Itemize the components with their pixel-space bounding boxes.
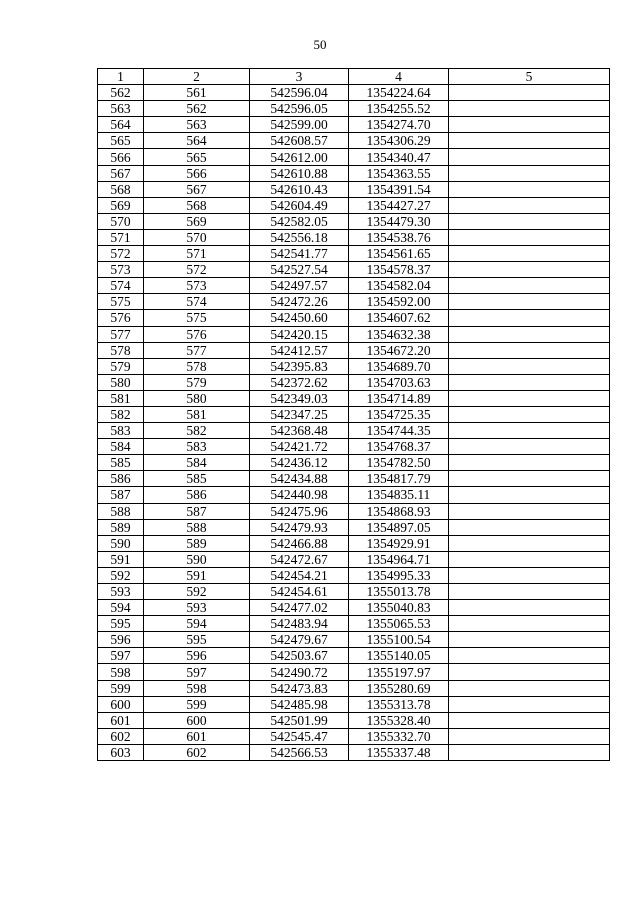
x-coordinate-cell: 542596.05 — [250, 101, 349, 117]
table-row — [98, 728, 610, 744]
table-row — [98, 101, 610, 117]
row-number-cell: 581 — [98, 390, 144, 406]
x-coordinate-cell: 542372.62 — [250, 374, 349, 390]
row-number-cell: 576 — [98, 310, 144, 326]
row-number-cell: 582 — [98, 406, 144, 422]
y-coordinate-cell: 1355100.54 — [349, 632, 449, 648]
note-cell — [449, 632, 610, 648]
point-number-cell: 573 — [144, 278, 250, 294]
point-number-cell: 595 — [144, 632, 250, 648]
x-coordinate-cell: 542604.49 — [250, 197, 349, 213]
table-row — [98, 310, 610, 326]
point-number-cell: 563 — [144, 117, 250, 133]
point-number-cell: 565 — [144, 149, 250, 165]
y-coordinate-cell: 1354561.65 — [349, 246, 449, 262]
x-coordinate-cell: 542436.12 — [250, 455, 349, 471]
note-cell — [449, 374, 610, 390]
point-number-cell: 574 — [144, 294, 250, 310]
x-coordinate-cell: 542503.67 — [250, 648, 349, 664]
x-coordinate-cell: 542347.25 — [250, 406, 349, 422]
note-cell — [449, 680, 610, 696]
y-coordinate-cell: 1354703.63 — [349, 374, 449, 390]
table-row — [98, 567, 610, 583]
note-cell — [449, 406, 610, 422]
point-number-cell: 581 — [144, 406, 250, 422]
point-number-cell: 593 — [144, 600, 250, 616]
x-coordinate-cell: 542599.00 — [250, 117, 349, 133]
row-number-cell: 596 — [98, 632, 144, 648]
point-number-cell: 575 — [144, 310, 250, 326]
note-cell — [449, 487, 610, 503]
x-coordinate-cell: 542472.67 — [250, 551, 349, 567]
note-cell — [449, 246, 610, 262]
row-number-cell: 574 — [98, 278, 144, 294]
point-number-cell: 591 — [144, 567, 250, 583]
y-coordinate-cell: 1354306.29 — [349, 133, 449, 149]
table-row — [98, 712, 610, 728]
x-coordinate-cell: 542608.57 — [250, 133, 349, 149]
point-number-cell: 600 — [144, 712, 250, 728]
y-coordinate-cell: 1355313.78 — [349, 696, 449, 712]
row-number-cell: 588 — [98, 503, 144, 519]
row-number-cell: 586 — [98, 471, 144, 487]
x-coordinate-cell: 542545.47 — [250, 728, 349, 744]
point-number-cell: 568 — [144, 197, 250, 213]
y-coordinate-cell: 1354995.33 — [349, 567, 449, 583]
row-number-cell: 570 — [98, 213, 144, 229]
x-coordinate-cell: 542612.00 — [250, 149, 349, 165]
column-header-4: 4 — [349, 69, 449, 85]
point-number-cell: 596 — [144, 648, 250, 664]
y-coordinate-cell: 1354538.76 — [349, 229, 449, 245]
point-number-cell: 601 — [144, 728, 250, 744]
table-row — [98, 326, 610, 342]
note-cell — [449, 519, 610, 535]
y-coordinate-cell: 1354835.11 — [349, 487, 449, 503]
point-number-cell: 569 — [144, 213, 250, 229]
y-coordinate-cell: 1354592.00 — [349, 294, 449, 310]
y-coordinate-cell: 1354224.64 — [349, 85, 449, 101]
table-row — [98, 648, 610, 664]
table-row — [98, 423, 610, 439]
row-number-cell: 585 — [98, 455, 144, 471]
table-body — [98, 85, 610, 761]
table-row — [98, 487, 610, 503]
row-number-cell: 577 — [98, 326, 144, 342]
x-coordinate-cell: 542412.57 — [250, 342, 349, 358]
point-number-cell: 567 — [144, 181, 250, 197]
table-row — [98, 229, 610, 245]
column-header-3: 3 — [250, 69, 349, 85]
table-row — [98, 165, 610, 181]
y-coordinate-cell: 1354714.89 — [349, 390, 449, 406]
point-number-cell: 588 — [144, 519, 250, 535]
note-cell — [449, 390, 610, 406]
row-number-cell: 591 — [98, 551, 144, 567]
y-coordinate-cell: 1354744.35 — [349, 423, 449, 439]
point-number-cell: 584 — [144, 455, 250, 471]
x-coordinate-cell: 542490.72 — [250, 664, 349, 680]
y-coordinate-cell: 1355197.97 — [349, 664, 449, 680]
note-cell — [449, 696, 610, 712]
x-coordinate-cell: 542479.67 — [250, 632, 349, 648]
note-cell — [449, 133, 610, 149]
note-cell — [449, 455, 610, 471]
table-row — [98, 600, 610, 616]
row-number-cell: 571 — [98, 229, 144, 245]
x-coordinate-cell: 542582.05 — [250, 213, 349, 229]
y-coordinate-cell: 1354391.54 — [349, 181, 449, 197]
note-cell — [449, 262, 610, 278]
note-cell — [449, 503, 610, 519]
y-coordinate-cell: 1355328.40 — [349, 712, 449, 728]
table-row — [98, 503, 610, 519]
point-number-cell: 561 — [144, 85, 250, 101]
table-row — [98, 744, 610, 760]
row-number-cell: 569 — [98, 197, 144, 213]
y-coordinate-cell: 1354672.20 — [349, 342, 449, 358]
point-number-cell: 562 — [144, 101, 250, 117]
row-number-cell: 599 — [98, 680, 144, 696]
table-row — [98, 632, 610, 648]
page-number: 50 — [313, 37, 327, 52]
y-coordinate-cell: 1354340.47 — [349, 149, 449, 165]
y-coordinate-cell: 1354689.70 — [349, 358, 449, 374]
x-coordinate-cell: 542395.83 — [250, 358, 349, 374]
table-row — [98, 680, 610, 696]
y-coordinate-cell: 1354607.62 — [349, 310, 449, 326]
note-cell — [449, 85, 610, 101]
table-row — [98, 85, 610, 101]
table-row — [98, 358, 610, 374]
row-number-cell: 563 — [98, 101, 144, 117]
column-header-2: 2 — [144, 69, 250, 85]
note-cell — [449, 358, 610, 374]
row-number-cell: 564 — [98, 117, 144, 133]
note-cell — [449, 423, 610, 439]
point-number-cell: 598 — [144, 680, 250, 696]
row-number-cell: 593 — [98, 584, 144, 600]
row-number-cell: 567 — [98, 165, 144, 181]
point-number-cell: 599 — [144, 696, 250, 712]
table-row — [98, 551, 610, 567]
note-cell — [449, 712, 610, 728]
note-cell — [449, 229, 610, 245]
y-coordinate-cell: 1354479.30 — [349, 213, 449, 229]
note-cell — [449, 471, 610, 487]
y-coordinate-cell: 1355040.83 — [349, 600, 449, 616]
table-header-row — [98, 69, 610, 85]
row-number-cell: 584 — [98, 439, 144, 455]
table-row — [98, 406, 610, 422]
y-coordinate-cell: 1354255.52 — [349, 101, 449, 117]
table-row — [98, 455, 610, 471]
y-coordinate-cell: 1354725.35 — [349, 406, 449, 422]
note-cell — [449, 326, 610, 342]
table-row — [98, 374, 610, 390]
table-row — [98, 342, 610, 358]
point-number-cell: 597 — [144, 664, 250, 680]
x-coordinate-cell: 542596.04 — [250, 85, 349, 101]
point-number-cell: 586 — [144, 487, 250, 503]
row-number-cell: 579 — [98, 358, 144, 374]
table-row — [98, 133, 610, 149]
row-number-cell: 580 — [98, 374, 144, 390]
y-coordinate-cell: 1354363.55 — [349, 165, 449, 181]
y-coordinate-cell: 1354964.71 — [349, 551, 449, 567]
coordinates-table — [97, 68, 610, 761]
x-coordinate-cell: 542610.43 — [250, 181, 349, 197]
point-number-cell: 587 — [144, 503, 250, 519]
row-number-cell: 590 — [98, 535, 144, 551]
row-number-cell: 594 — [98, 600, 144, 616]
table-row — [98, 278, 610, 294]
y-coordinate-cell: 1355013.78 — [349, 584, 449, 600]
point-number-cell: 585 — [144, 471, 250, 487]
note-cell — [449, 584, 610, 600]
y-coordinate-cell: 1355065.53 — [349, 616, 449, 632]
x-coordinate-cell: 542497.57 — [250, 278, 349, 294]
table-row — [98, 584, 610, 600]
row-number-cell: 589 — [98, 519, 144, 535]
row-number-cell: 595 — [98, 616, 144, 632]
y-coordinate-cell: 1354274.70 — [349, 117, 449, 133]
x-coordinate-cell: 542349.03 — [250, 390, 349, 406]
column-header-5: 5 — [449, 69, 610, 85]
x-coordinate-cell: 542454.21 — [250, 567, 349, 583]
table-row — [98, 664, 610, 680]
row-number-cell: 601 — [98, 712, 144, 728]
y-coordinate-cell: 1354578.37 — [349, 262, 449, 278]
y-coordinate-cell: 1354582.04 — [349, 278, 449, 294]
note-cell — [449, 310, 610, 326]
x-coordinate-cell: 542485.98 — [250, 696, 349, 712]
point-number-cell: 566 — [144, 165, 250, 181]
x-coordinate-cell: 542566.53 — [250, 744, 349, 760]
point-number-cell: 594 — [144, 616, 250, 632]
y-coordinate-cell: 1354897.05 — [349, 519, 449, 535]
x-coordinate-cell: 542420.15 — [250, 326, 349, 342]
x-coordinate-cell: 542501.99 — [250, 712, 349, 728]
note-cell — [449, 181, 610, 197]
point-number-cell: 570 — [144, 229, 250, 245]
row-number-cell: 603 — [98, 744, 144, 760]
table-row — [98, 471, 610, 487]
point-number-cell: 589 — [144, 535, 250, 551]
note-cell — [449, 278, 610, 294]
point-number-cell: 571 — [144, 246, 250, 262]
point-number-cell: 579 — [144, 374, 250, 390]
row-number-cell: 568 — [98, 181, 144, 197]
row-number-cell: 573 — [98, 262, 144, 278]
note-cell — [449, 165, 610, 181]
point-number-cell: 578 — [144, 358, 250, 374]
row-number-cell: 592 — [98, 567, 144, 583]
x-coordinate-cell: 542527.54 — [250, 262, 349, 278]
x-coordinate-cell: 542368.48 — [250, 423, 349, 439]
row-number-cell: 578 — [98, 342, 144, 358]
row-number-cell: 597 — [98, 648, 144, 664]
note-cell — [449, 664, 610, 680]
y-coordinate-cell: 1354632.38 — [349, 326, 449, 342]
x-coordinate-cell: 542466.88 — [250, 535, 349, 551]
x-coordinate-cell: 542454.61 — [250, 584, 349, 600]
y-coordinate-cell: 1354427.27 — [349, 197, 449, 213]
table-row — [98, 246, 610, 262]
table-row — [98, 696, 610, 712]
row-number-cell: 572 — [98, 246, 144, 262]
note-cell — [449, 342, 610, 358]
note-cell — [449, 117, 610, 133]
table-row — [98, 262, 610, 278]
table-row — [98, 390, 610, 406]
x-coordinate-cell: 542473.83 — [250, 680, 349, 696]
table-row — [98, 181, 610, 197]
x-coordinate-cell: 542479.93 — [250, 519, 349, 535]
point-number-cell: 564 — [144, 133, 250, 149]
point-number-cell: 580 — [144, 390, 250, 406]
row-number-cell: 583 — [98, 423, 144, 439]
y-coordinate-cell: 1355337.48 — [349, 744, 449, 760]
note-cell — [449, 744, 610, 760]
row-number-cell: 602 — [98, 728, 144, 744]
y-coordinate-cell: 1354768.37 — [349, 439, 449, 455]
row-number-cell: 598 — [98, 664, 144, 680]
row-number-cell: 562 — [98, 85, 144, 101]
table-row — [98, 519, 610, 535]
note-cell — [449, 197, 610, 213]
x-coordinate-cell: 542472.26 — [250, 294, 349, 310]
row-number-cell: 587 — [98, 487, 144, 503]
x-coordinate-cell: 542421.72 — [250, 439, 349, 455]
table-row — [98, 616, 610, 632]
point-number-cell: 583 — [144, 439, 250, 455]
note-cell — [449, 149, 610, 165]
y-coordinate-cell: 1354868.93 — [349, 503, 449, 519]
table-row — [98, 439, 610, 455]
row-number-cell: 600 — [98, 696, 144, 712]
note-cell — [449, 551, 610, 567]
point-number-cell: 577 — [144, 342, 250, 358]
x-coordinate-cell: 542440.98 — [250, 487, 349, 503]
x-coordinate-cell: 542477.02 — [250, 600, 349, 616]
row-number-cell: 565 — [98, 133, 144, 149]
note-cell — [449, 616, 610, 632]
table-row — [98, 294, 610, 310]
y-coordinate-cell: 1354929.91 — [349, 535, 449, 551]
y-coordinate-cell: 1355140.05 — [349, 648, 449, 664]
table-row — [98, 149, 610, 165]
y-coordinate-cell: 1355280.69 — [349, 680, 449, 696]
column-header-1: 1 — [98, 69, 144, 85]
y-coordinate-cell: 1354817.79 — [349, 471, 449, 487]
note-cell — [449, 101, 610, 117]
table-row — [98, 117, 610, 133]
table-row — [98, 197, 610, 213]
note-cell — [449, 439, 610, 455]
note-cell — [449, 600, 610, 616]
table-row — [98, 535, 610, 551]
row-number-cell: 566 — [98, 149, 144, 165]
point-number-cell: 592 — [144, 584, 250, 600]
point-number-cell: 602 — [144, 744, 250, 760]
x-coordinate-cell: 542610.88 — [250, 165, 349, 181]
x-coordinate-cell: 542434.88 — [250, 471, 349, 487]
point-number-cell: 582 — [144, 423, 250, 439]
x-coordinate-cell: 542556.18 — [250, 229, 349, 245]
y-coordinate-cell: 1355332.70 — [349, 728, 449, 744]
point-number-cell: 590 — [144, 551, 250, 567]
x-coordinate-cell: 542541.77 — [250, 246, 349, 262]
x-coordinate-cell: 542475.96 — [250, 503, 349, 519]
table-row — [98, 213, 610, 229]
note-cell — [449, 728, 610, 744]
note-cell — [449, 567, 610, 583]
x-coordinate-cell: 542483.94 — [250, 616, 349, 632]
point-number-cell: 572 — [144, 262, 250, 278]
note-cell — [449, 648, 610, 664]
y-coordinate-cell: 1354782.50 — [349, 455, 449, 471]
x-coordinate-cell: 542450.60 — [250, 310, 349, 326]
note-cell — [449, 213, 610, 229]
point-number-cell: 576 — [144, 326, 250, 342]
note-cell — [449, 294, 610, 310]
note-cell — [449, 535, 610, 551]
row-number-cell: 575 — [98, 294, 144, 310]
